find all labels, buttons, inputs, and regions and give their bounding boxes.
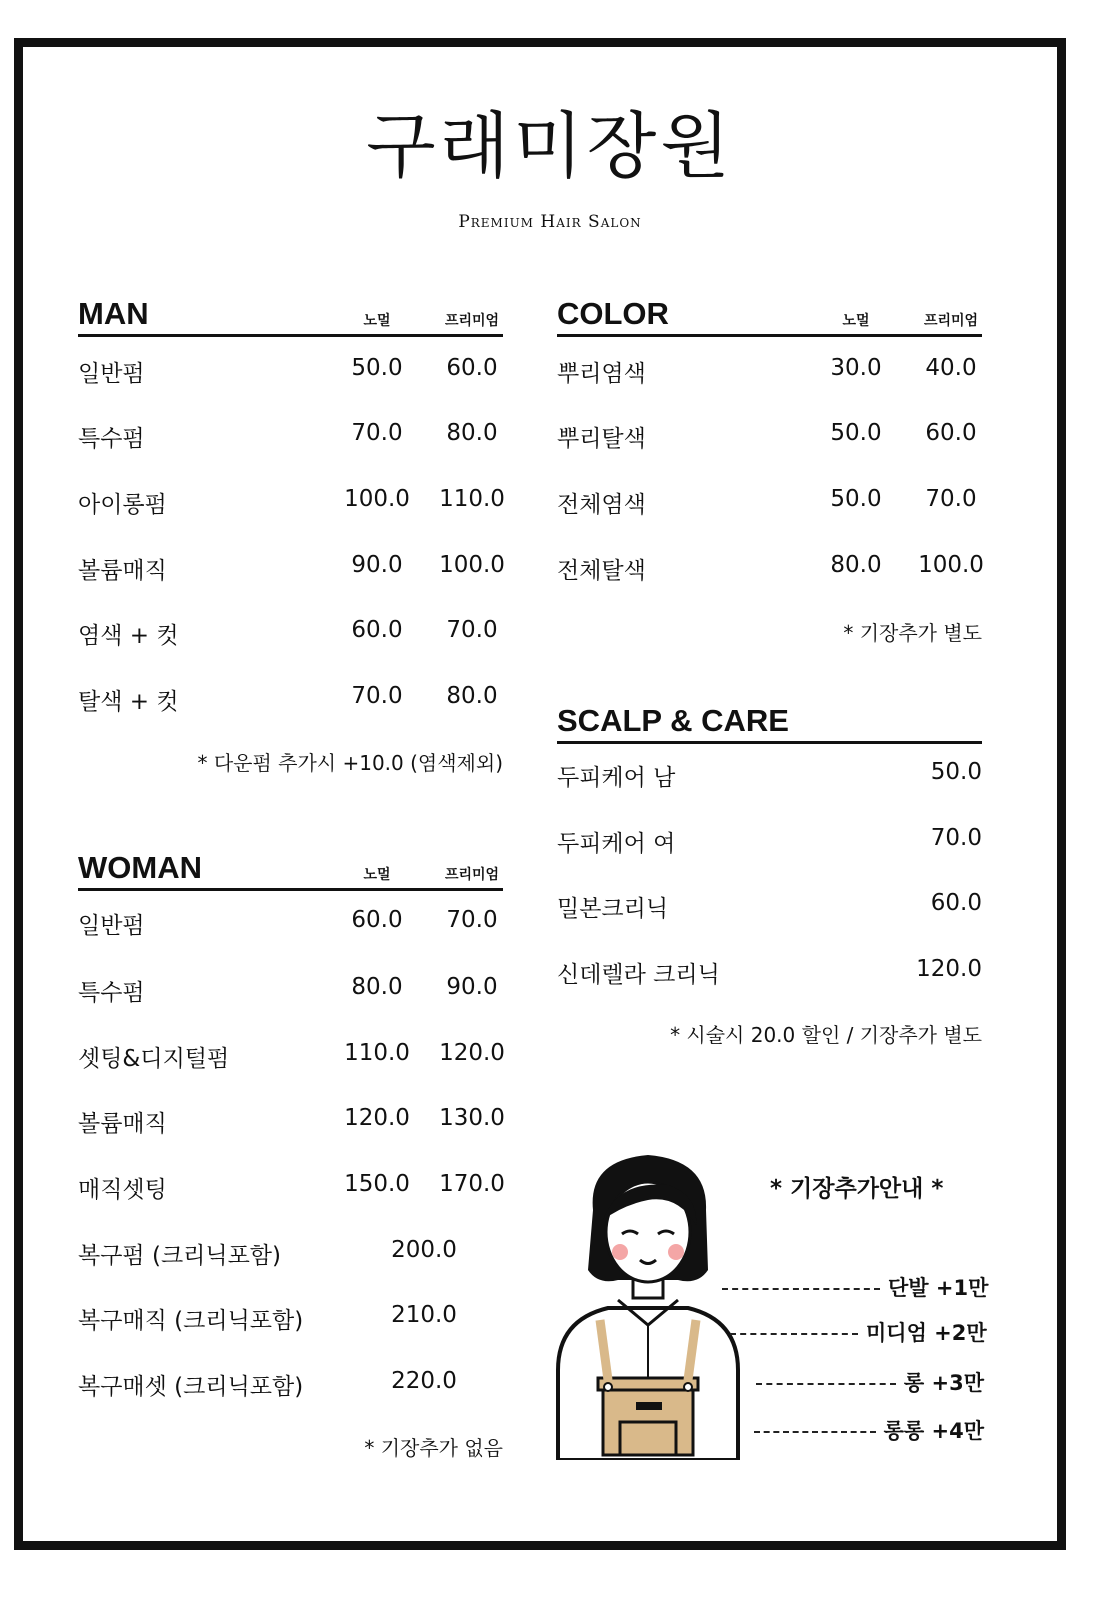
- item-name: 밀본크리닉: [557, 896, 669, 922]
- list-item: [78, 1368, 503, 1398]
- length-guide-item: [730, 1317, 987, 1347]
- item-name: 뿌리염색: [557, 361, 646, 387]
- scalp-header: [557, 697, 982, 744]
- item-name: 두피케어 여: [557, 831, 676, 857]
- woman-title: WOMAN: [78, 850, 202, 885]
- normal-price: 50.0: [351, 355, 403, 381]
- premium-price: 110.0: [439, 486, 505, 512]
- item-name: 매직셋팅: [78, 1177, 167, 1203]
- man-note: * 다운펌 추가시 +10.0 (염색제외): [197, 751, 503, 775]
- list-item: [78, 552, 503, 582]
- item-name: 특수펌: [78, 980, 145, 1006]
- price: 210.0: [391, 1302, 457, 1328]
- normal-label: 노멀: [363, 313, 391, 329]
- length-guide-label: 롱 +3만: [903, 1371, 984, 1395]
- list-item: [78, 683, 503, 713]
- premium-price: 80.0: [446, 420, 498, 446]
- item-name: 전체염색: [557, 492, 646, 518]
- color-note: * 기장추가 별도: [843, 621, 982, 645]
- premium-price: 170.0: [439, 1171, 505, 1197]
- premium-price: 60.0: [925, 420, 977, 446]
- premium-price: 80.0: [446, 683, 498, 709]
- item-name: 일반펌: [78, 913, 145, 939]
- normal-price: 150.0: [344, 1171, 410, 1197]
- normal-price: 50.0: [830, 486, 882, 512]
- list-item: [78, 1040, 503, 1070]
- premium-price: 120.0: [439, 1040, 505, 1066]
- item-name: 셋팅&디지털펌: [78, 1046, 230, 1072]
- price: 200.0: [391, 1237, 457, 1263]
- dashed-leader: [730, 1333, 858, 1335]
- price: 120.0: [916, 956, 982, 982]
- length-guide-label: 단발 +1만: [888, 1276, 989, 1300]
- scalp-section: [557, 697, 982, 1057]
- premium-price: 100.0: [918, 552, 984, 578]
- premium-price: 90.0: [446, 974, 498, 1000]
- normal-price: 70.0: [351, 420, 403, 446]
- premium-price: 70.0: [446, 907, 498, 933]
- premium-label: 프리미엄: [923, 313, 979, 329]
- premium-price: 100.0: [439, 552, 505, 578]
- normal-price: 80.0: [351, 974, 403, 1000]
- premium-label: 프리미엄: [444, 313, 500, 329]
- woman-section: [78, 844, 503, 1474]
- man-title: MAN: [78, 296, 149, 331]
- list-item: [557, 825, 982, 855]
- item-name: 볼륨매직: [78, 558, 167, 584]
- premium-price: 70.0: [446, 617, 498, 643]
- item-name: 전체탈색: [557, 558, 646, 584]
- length-guide-title: * 기장추가안내 *: [770, 1176, 944, 1202]
- list-item: [78, 974, 503, 1004]
- list-item: [78, 907, 503, 937]
- color-section: [557, 290, 982, 660]
- color-title: COLOR: [557, 296, 669, 331]
- list-item: [557, 759, 982, 789]
- woman-note: * 기장추가 없음: [364, 1436, 503, 1460]
- list-item: [78, 1105, 503, 1135]
- normal-price: 60.0: [351, 907, 403, 933]
- salon-title: 구래미장원: [366, 104, 734, 188]
- scalp-title: SCALP & CARE: [557, 703, 789, 738]
- salon-subtitle: Premium Hair Salon: [458, 212, 642, 232]
- item-name: 신데렐라 크리닉: [557, 962, 720, 988]
- list-item: [78, 486, 503, 516]
- premium-price: 40.0: [925, 355, 977, 381]
- scalp-note: * 시술시 20.0 할인 / 기장추가 별도: [670, 1023, 982, 1047]
- item-name: 볼륨매직: [78, 1111, 167, 1137]
- list-item: [557, 552, 982, 582]
- list-item: [78, 1302, 503, 1332]
- item-name: 아이롱펌: [78, 492, 167, 518]
- item-name: 뿌리탈색: [557, 426, 646, 452]
- list-item: [557, 355, 982, 385]
- price: 60.0: [930, 890, 982, 916]
- list-item: [557, 420, 982, 450]
- premium-label: 프리미엄: [444, 867, 500, 883]
- normal-price: 120.0: [344, 1105, 410, 1131]
- premium-price: 60.0: [446, 355, 498, 381]
- normal-label: 노멀: [363, 867, 391, 883]
- price: 220.0: [391, 1368, 457, 1394]
- normal-price: 60.0: [351, 617, 403, 643]
- man-header: [78, 290, 503, 337]
- item-name: 탈색 + 컷: [78, 689, 179, 715]
- item-name: 복구매셋 (크리닉포함): [78, 1374, 304, 1400]
- length-guide-label: 롱롱 +4만: [883, 1419, 984, 1443]
- normal-price: 50.0: [830, 420, 882, 446]
- length-guide-item: [752, 1367, 984, 1397]
- hairdresser-woman-illustration: [548, 1150, 748, 1460]
- premium-price: 130.0: [439, 1105, 505, 1131]
- normal-price: 100.0: [344, 486, 410, 512]
- item-name: 두피케어 남: [557, 765, 676, 791]
- dashed-leader: [722, 1288, 880, 1290]
- item-name: 복구펌 (크리닉포함): [78, 1243, 282, 1269]
- list-item: [557, 956, 982, 986]
- normal-price: 80.0: [830, 552, 882, 578]
- price: 50.0: [930, 759, 982, 785]
- color-header: [557, 290, 982, 337]
- dashed-leader: [754, 1431, 876, 1433]
- item-name: 염색 + 컷: [78, 623, 179, 649]
- list-item: [78, 1171, 503, 1201]
- item-name: 특수펌: [78, 426, 145, 452]
- list-item: [78, 420, 503, 450]
- normal-price: 70.0: [351, 683, 403, 709]
- normal-price: 90.0: [351, 552, 403, 578]
- woman-header: [78, 844, 503, 891]
- length-guide-item: [722, 1272, 989, 1302]
- list-item: [78, 617, 503, 647]
- length-guide-item: [752, 1415, 984, 1445]
- dashed-leader: [756, 1383, 896, 1385]
- price: 70.0: [930, 825, 982, 851]
- list-item: [78, 355, 503, 385]
- man-section: [78, 290, 503, 790]
- premium-price: 70.0: [925, 486, 977, 512]
- normal-label: 노멀: [842, 313, 870, 329]
- list-item: [78, 1237, 503, 1267]
- list-item: [557, 890, 982, 920]
- length-guide-label: 미디엄 +2만: [866, 1321, 987, 1345]
- list-item: [557, 486, 982, 516]
- item-name: 복구매직 (크리닉포함): [78, 1308, 304, 1334]
- normal-price: 110.0: [344, 1040, 410, 1066]
- item-name: 일반펌: [78, 361, 145, 387]
- normal-price: 30.0: [830, 355, 882, 381]
